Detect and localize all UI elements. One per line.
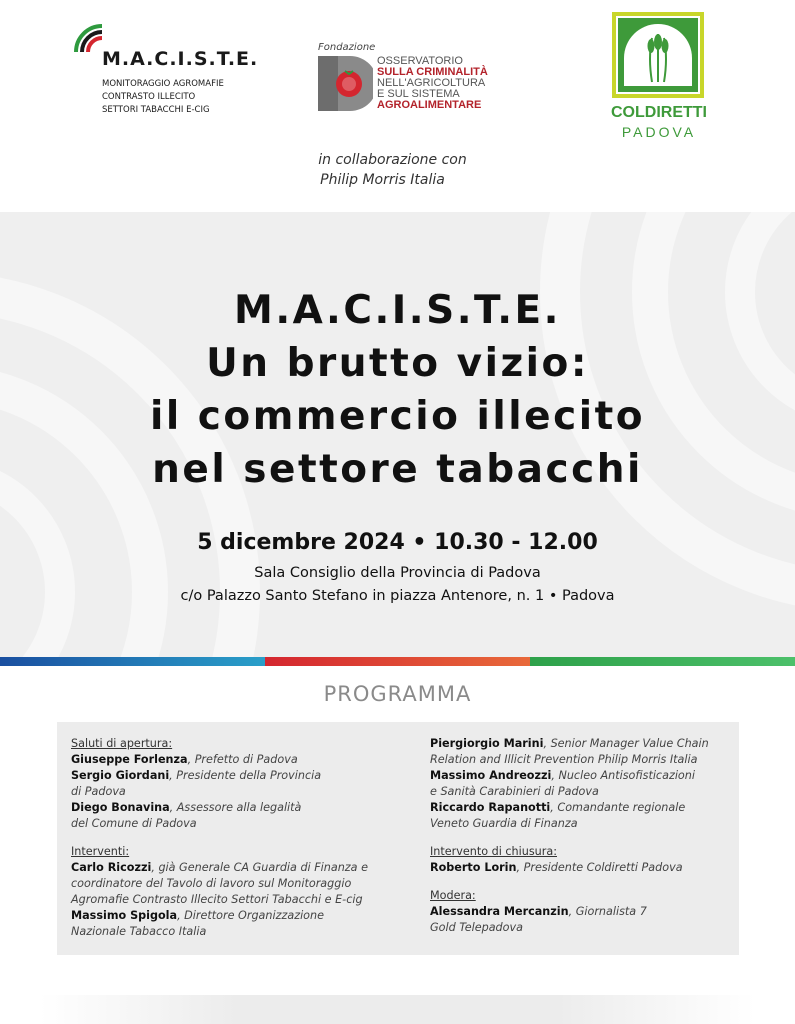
speaker-ricozzi <box>71 860 401 876</box>
stripe-green <box>530 657 795 666</box>
coldiretti-logo <box>604 12 714 142</box>
tricolor-stripe <box>0 657 795 666</box>
programma-heading: PROGRAMMA <box>323 682 472 706</box>
event-date-time: 5 dicembre 2024 • 10.30 - 12.00 <box>197 530 598 555</box>
venue-line: Sala Consiglio della Provincia di Padova <box>254 565 541 581</box>
wheat-emblem-icon <box>612 12 704 98</box>
program-box <box>57 722 739 955</box>
osservatorio-line: NELL'AGRICOLTURA <box>377 77 486 89</box>
speaker-name: Riccardo Rapanotti <box>430 801 551 814</box>
osservatorio-line: E SUL SISTEMA <box>377 88 460 100</box>
speaker-spigola <box>71 908 401 924</box>
program-right-column <box>430 736 730 936</box>
osservatorio-name <box>377 56 488 111</box>
speaker-role-cont: di Padova <box>71 785 126 798</box>
speaker-role: , Assessore alla legalità <box>169 801 302 814</box>
speaker-giordani <box>71 768 401 784</box>
speaker-bonavina <box>71 800 401 816</box>
speaker-name: Massimo Andreozzi <box>430 769 552 782</box>
osservatorio-line: OSSERVATORIO <box>377 55 463 67</box>
speaker-role: , Senior Manager Value Chain <box>543 737 709 750</box>
speaker-name: Diego Bonavina <box>71 801 170 814</box>
speaker-role-cont: e Sanità Carabinieri di Padova <box>430 785 599 798</box>
saluti-heading: Saluti di apertura: <box>71 737 173 750</box>
speaker-role: , Nucleo Antisofisticazioni <box>551 769 695 782</box>
speaker-role-cont: Agromafie Contrasto Illecito Settori Tabacchi e E-cig <box>71 893 363 906</box>
speaker-role: , Presidente della Provincia <box>169 769 322 782</box>
speaker-mercanzin <box>430 904 730 920</box>
venue-address: c/o Palazzo Santo Stefano in piazza Antenore, n. 1 • Padova <box>180 588 615 604</box>
speaker-name: Giuseppe Forlenza <box>71 753 188 766</box>
speaker-role: , Giornalista 7 <box>568 905 647 918</box>
event-title-line: il commercio illecito <box>149 394 646 439</box>
speaker-name: Sergio Giordani <box>71 769 170 782</box>
speaker-name: Massimo Spigola <box>71 909 178 922</box>
speaker-role: , Comandante regionale <box>550 801 686 814</box>
speaker-name: Alessandra Mercanzin <box>430 905 569 918</box>
hero-band <box>0 212 795 657</box>
coldiretti-name: COLDIRETTI <box>611 104 707 121</box>
speaker-forlenza <box>71 752 401 768</box>
footer-fade <box>0 995 795 1024</box>
program-left-column <box>71 736 401 940</box>
osservatorio-fondazione: Fondazione <box>318 42 376 53</box>
maciste-subtitle <box>102 78 224 117</box>
speaker-name: Piergiorgio Marini <box>430 737 544 750</box>
osservatorio-line: SULLA CRIMINALITÀ <box>377 66 488 78</box>
maciste-subtitle-line: MONITORAGGIO AGROMAFIE <box>102 79 224 89</box>
tomato-emblem-icon <box>318 56 373 111</box>
maciste-subtitle-line: SETTORI TABACCHI E-CIG <box>102 105 210 115</box>
coldiretti-city: PADOVA <box>621 124 697 140</box>
interventi-heading: Interventi: <box>71 845 130 858</box>
speaker-andreozzi <box>430 768 730 784</box>
event-title-line: M.A.C.I.S.T.E. <box>234 288 561 333</box>
speaker-role-cont: coordinatore del Tavolo di lavoro sul Monitoraggio <box>71 877 352 890</box>
event-title <box>0 284 795 496</box>
speaker-role: , Presidente Coldiretti Padova <box>516 861 683 874</box>
collab-partner: Philip Morris Italia <box>320 172 445 188</box>
speaker-marini <box>430 736 730 752</box>
collaboration-note <box>0 150 795 190</box>
chiusura-heading: Intervento di chiusura: <box>430 845 557 858</box>
maciste-name: M.A.C.I.S.T.E. <box>102 48 259 70</box>
osservatorio-line: AGROALIMENTARE <box>377 99 482 111</box>
maciste-subtitle-line: CONTRASTO ILLECITO <box>102 92 196 102</box>
event-title-line: nel settore tabacchi <box>152 447 643 492</box>
speaker-role: , Prefetto di Padova <box>187 753 298 766</box>
stripe-red <box>265 657 530 666</box>
stripe-blue <box>0 657 265 666</box>
maciste-logo <box>70 18 270 118</box>
speaker-role-cont: Gold Telepadova <box>430 921 523 934</box>
osservatorio-logo <box>315 40 515 120</box>
speaker-name: Carlo Ricozzi <box>71 861 152 874</box>
speaker-role-cont: Veneto Guardia di Finanza <box>430 817 578 830</box>
speaker-lorin <box>430 860 730 876</box>
event-title-line: Un brutto vizio: <box>206 341 589 386</box>
modera-heading: Modera: <box>430 889 476 902</box>
speaker-role-cont: Relation and Illicit Prevention Philip Morris Italia <box>430 753 698 766</box>
event-venue <box>0 562 795 608</box>
collab-line: in collaborazione con <box>318 152 467 168</box>
speaker-role: , Direttore Organizzazione <box>177 909 324 922</box>
speaker-role-cont: Nazionale Tabacco Italia <box>71 925 207 938</box>
speaker-rapanotti <box>430 800 730 816</box>
speaker-name: Roberto Lorin <box>430 861 517 874</box>
speaker-role: , già Generale CA Guardia di Finanza e <box>151 861 368 874</box>
speaker-role-cont: del Comune di Padova <box>71 817 197 830</box>
